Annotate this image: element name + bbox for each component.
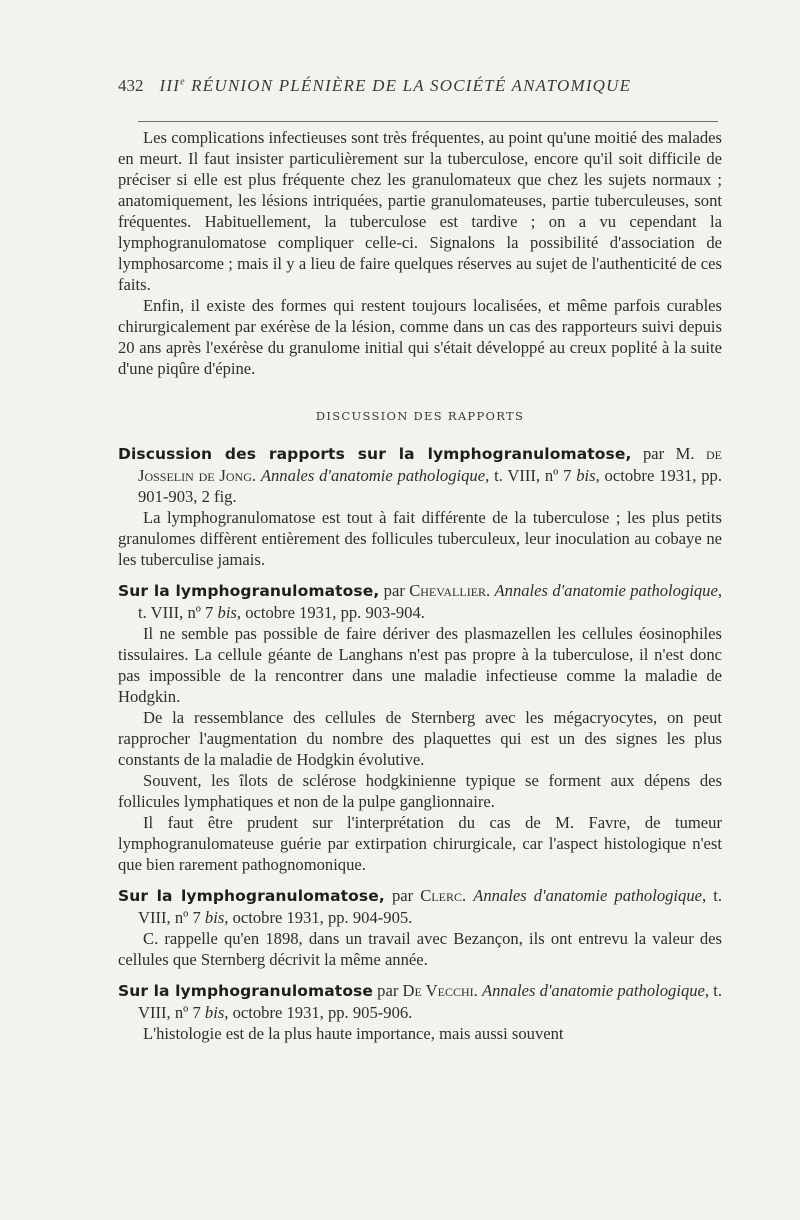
- reference-journal: Annales d'anatomie pathologique: [260, 466, 486, 485]
- reference-by: par: [373, 981, 403, 1000]
- header-rule: [138, 121, 718, 122]
- reference-journal: Annales d'anatomie pathologique: [481, 981, 705, 1000]
- reference-tail: , octobre 1931, pp. 905-906.: [224, 1003, 413, 1022]
- reference-entry: [118, 980, 722, 1044]
- reference-author: Chevallier: [409, 581, 487, 600]
- reference-by: par: [379, 581, 410, 600]
- page: [118, 76, 722, 1044]
- reference-dot: .: [473, 981, 482, 1000]
- reference-bis: bis: [576, 466, 596, 485]
- reference-paragraph: Souvent, les îlots de sclérose hodgkinienne typique se forment aux dépens des follicules lymphatiques et non de la pulpe ganglionnaire.: [118, 771, 722, 811]
- reference-dot: .: [486, 581, 495, 600]
- reference-tail: , octobre 1931, pp. 904-905.: [224, 908, 413, 927]
- reference-by: par: [384, 886, 421, 905]
- reference-bis: bis: [204, 908, 225, 927]
- reference-journal: Annales d'anatomie pathologique: [494, 581, 718, 600]
- reference-dot: .: [461, 886, 474, 905]
- reference-paragraph: De la ressemblance des cellules de Sternberg avec les mégacryocytes, on peut rapprocher l'augmentation du nombre des plaquettes qui est un des signes les plus constants de la maladie de Hodgkin évolutive.: [118, 708, 722, 769]
- running-title-sup: e: [180, 76, 186, 88]
- reference-citation: [118, 885, 722, 928]
- reference-tail: , octobre 1931, pp. 901-903, 2 fig.: [138, 466, 723, 506]
- reference-author: Clerc: [420, 886, 462, 905]
- page-number: 432: [118, 76, 144, 95]
- reference-entry: [118, 580, 722, 875]
- intro-paragraph: Les complications infectieuses sont très fréquentes, au point qu'une moitié des malades en meurt. Il faut insister particulièrement sur la tuberculose, encore qu'il soit difficile de préciser si elle est plus fréquente chez les granulomateux que chez les sujets normaux ; anatomiquement, les lésions intriquées, partie granulomateuses, partie tuberculeuses, sont fréquentes. Habituellement, la tuberculose est tardive ; on a vu cependant la lymphogranulomatose compliquer celle-ci. Signalons la possibilité d'association de lymphosarcome ; mais il y a lieu de faire quelques réserves au sujet de l'authenticité de ces faits.: [118, 128, 722, 294]
- references: [118, 443, 722, 1044]
- running-title: [160, 76, 632, 96]
- reference-citation: [118, 980, 722, 1023]
- reference-paragraph: L'histologie est de la plus haute importance, mais aussi souvent: [143, 1024, 564, 1043]
- reference-author: de Josselin de Jong: [138, 444, 722, 485]
- reference-paragraph: Il ne semble pas possible de faire dériver des plasmazellen les cellules éosinophiles tissulaires. La cellule géante de Langhans n'est pas propre à la tuberculose, il n'est donc pas impossible de la rencontrer dans une maladie infectieuse comme la maladie de Hodgkin.: [118, 624, 722, 706]
- reference-dot: .: [251, 466, 261, 485]
- reference-author: De Vecchi: [402, 981, 474, 1000]
- reference-citation: [118, 443, 722, 507]
- reference-title: Sur la lymphogranulomatose: [118, 982, 373, 1000]
- reference-details: , t. VIII, nº 7: [138, 581, 722, 622]
- reference-citation: [118, 580, 722, 623]
- intro-paragraph: Enfin, il existe des formes qui restent toujours localisées, et même parfois curables chirurgicalement par exérèse de la lésion, comme dans un cas des rapporteurs suivi depuis 20 ans après l'exérèse du granulome initial qui s'était développé au creux poplité à la suite d'une piqûre d'épine.: [118, 296, 722, 378]
- reference-entry: [118, 443, 722, 570]
- reference-entry: [118, 885, 722, 970]
- reference-bis: bis: [204, 1003, 225, 1022]
- reference-by: par M.: [631, 444, 706, 463]
- reference-journal: Annales d'anatomie pathologique: [473, 886, 703, 905]
- reference-paragraph: Il faut être prudent sur l'interprétation du cas de M. Favre, de tumeur lymphogranulomateuse guérie par extirpation chirurgicale, car l'aspect histologique n'est que bien rarement pathognomonique.: [118, 813, 722, 874]
- reference-details: , t. VIII, nº 7: [138, 886, 723, 927]
- reference-title: Discussion des rapports sur la lymphogranulomatose,: [118, 445, 632, 463]
- section-title: DISCUSSION DES RAPPORTS: [315, 409, 525, 423]
- reference-details: , t. VIII, nº 7: [485, 466, 577, 485]
- reference-paragraph: C. rappelle qu'en 1898, dans un travail avec Bezançon, ils ont entrevu la valeur des cellules que Sternberg décrivit la même année.: [118, 929, 722, 969]
- reference-details: , t. VIII, nº 7: [138, 981, 722, 1022]
- reference-paragraph: La lymphogranulomatose est tout à fait différente de la tuberculose ; les plus petits granulomes diffèrent entièrement des follicules tuberculeux, leur inoculation au cobaye ne les tuberculise jamais.: [118, 508, 722, 569]
- running-head: [118, 76, 722, 96]
- intro-text: [118, 127, 722, 379]
- reference-tail: , octobre 1931, pp. 903-904.: [236, 603, 425, 622]
- reference-title: Sur la lymphogranulomatose,: [118, 582, 380, 600]
- running-title-rest: RÉUNION PLÉNIÈRE DE LA SOCIÉTÉ ANATOMIQUE: [185, 76, 632, 95]
- reference-bis: bis: [217, 603, 237, 622]
- running-title-prefix: III: [159, 76, 181, 95]
- reference-title: Sur la lymphogranulomatose,: [118, 887, 385, 905]
